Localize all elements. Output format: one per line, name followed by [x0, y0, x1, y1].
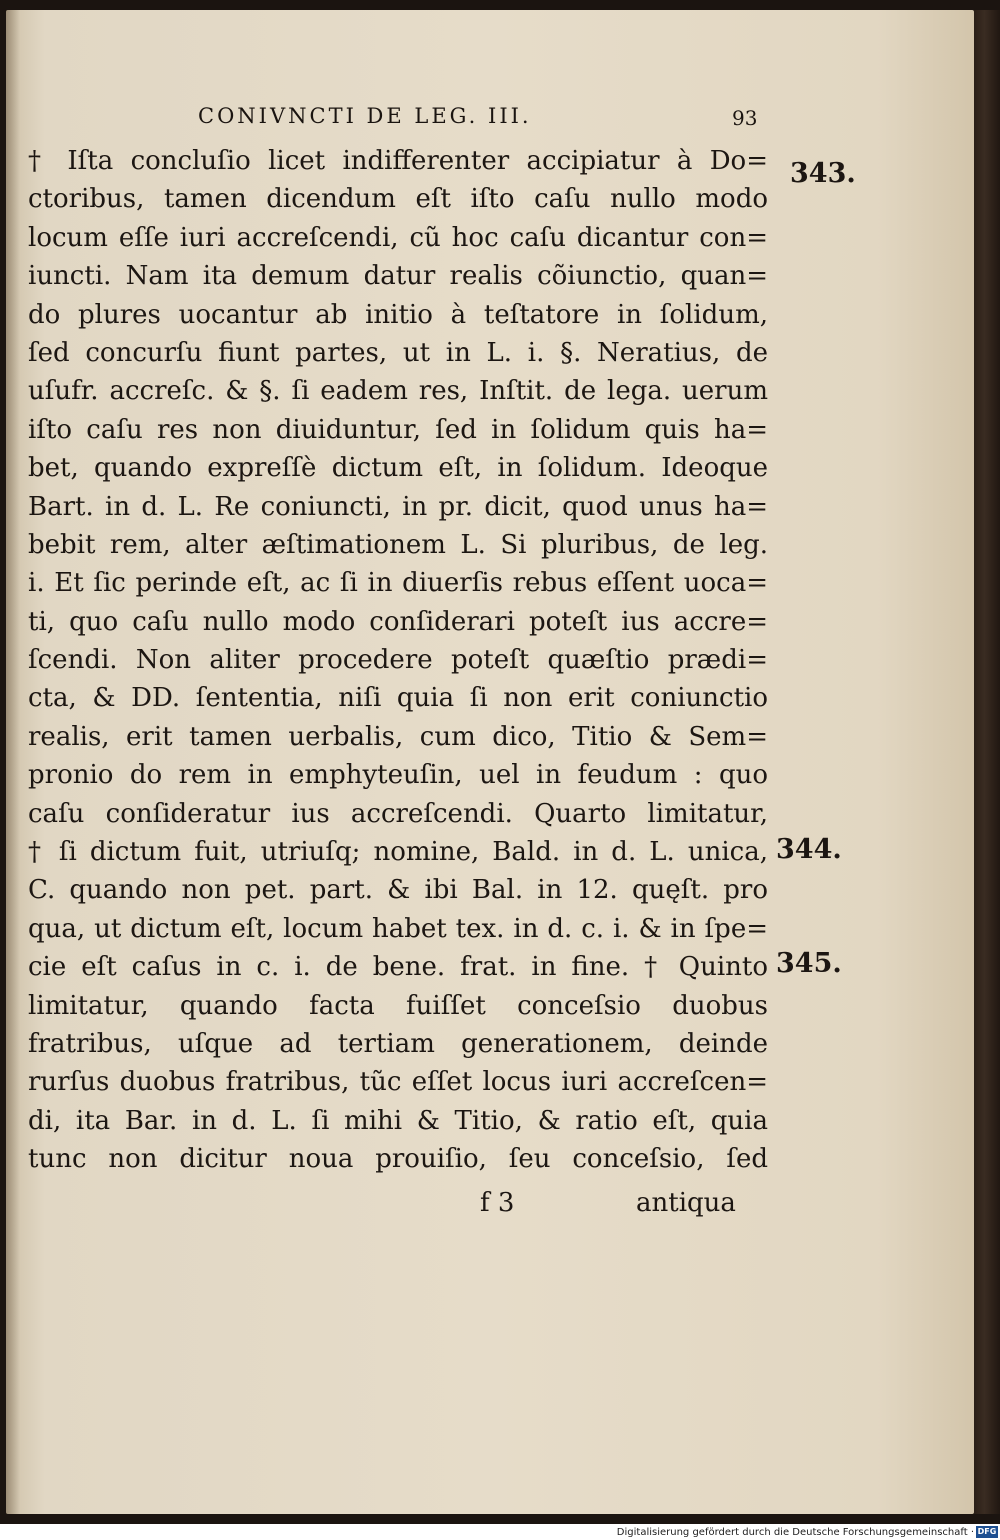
text-line: iſto caſu res non diuiduntur, ſed in ſolidum quis ha=: [28, 414, 768, 445]
catchword: antiqua: [636, 1188, 736, 1218]
text-line: locum eſſe iuri accreſcendi, cũ hoc caſu dicantur con=: [28, 222, 768, 253]
text-line: † Iſta concluſio licet indifferenter accipiatur à Do=: [28, 146, 768, 176]
text-line: fratribus, uſque ad tertiam generationem, deinde: [28, 1028, 768, 1059]
text-line: iuncti. Nam ita demum datur realis cõiunctio, quan=: [28, 261, 768, 292]
text-line: di, ita Bar. in d. L. ſi mihi & Titio, & ratio eſt, quia: [28, 1105, 768, 1136]
text-line: tunc non dicitur noua prouiſio, ſeu conceſsio, ſed: [28, 1144, 768, 1175]
text-line: caſu conſideratur ius accreſcendi. Quarto limitatur,: [28, 798, 768, 829]
text-line: C. quando non pet. part. & ibi Bal. in 12. quęſt. pro: [28, 875, 768, 906]
funding-credit: Digitalisierung gefördert durch die Deutsche Forschungsgemeinschaft ·: [616, 1527, 974, 1538]
text-line: ſed concurſu fiunt partes, ut in L. i. §. Neratius, de: [28, 337, 768, 368]
text-line: ctoribus, tamen dicendum eſt iſto caſu nullo modo: [28, 184, 768, 215]
text-line: cta, & DD. ſententia, niſi quia ſi non erit coniunctio: [28, 683, 768, 714]
signature-mark: f 3: [480, 1188, 515, 1218]
text-line: cie eſt caſus in c. i. de bene. frat. in fine. † Quinto: [28, 952, 768, 983]
text-line: realis, erit tamen uerbalis, cum dico, Titio & Sem=: [28, 721, 768, 752]
book-edge: [974, 10, 1000, 1514]
running-title: CONIVNCTI DE LEG. III.: [198, 104, 532, 128]
text-line: ti, quo caſu nullo modo conſiderari poteſt ius accre=: [28, 606, 768, 637]
body-text: [28, 142, 768, 1179]
dfg-logo-icon: DFG: [977, 1527, 997, 1536]
text-line: do plures uocantur ab initio à teſtatore in ſolidum,: [28, 299, 768, 330]
text-line: limitatur, quando facta fuiſſet conceſsio duobus: [28, 990, 768, 1021]
text-line: uſufr. accreſc. & §. ſi eadem res, Inſtit. de lega. uerum: [28, 376, 768, 407]
margin-number: 343.: [790, 158, 856, 189]
text-line: bet, quando expreſſè dictum eſt, in ſolidum. Ideoque: [28, 453, 768, 484]
text-line: rurſus duobus fratribus, tũc eſſet locus iuri accreſcen=: [28, 1067, 768, 1098]
text-line: pronio do rem in emphyteuſin, uel in feudum : quo: [28, 760, 768, 791]
text-line: i. Et ſic perinde eſt, ac ſi in diuerſis rebus eſſent uoca=: [28, 568, 768, 599]
folio-number: 93: [732, 106, 758, 130]
text-line: Bart. in d. L. Re coniuncti, in pr. dicit, quod unus ha=: [28, 491, 768, 522]
margin-number: 345.: [776, 948, 842, 979]
text-line: † ſi dictum fuit, utriuſq; nomine, Bald. in d. L. unica,: [28, 837, 768, 868]
text-line: qua, ut dictum eſt, locum habet tex. in d. c. i. & in ſpe=: [28, 913, 768, 944]
margin-number: 344.: [776, 834, 842, 865]
text-line: ſcendi. Non aliter procedere poteſt quæſtio prædi=: [28, 645, 768, 676]
text-line: bebit rem, alter æſtimationem L. Si pluribus, de leg.: [28, 529, 768, 560]
